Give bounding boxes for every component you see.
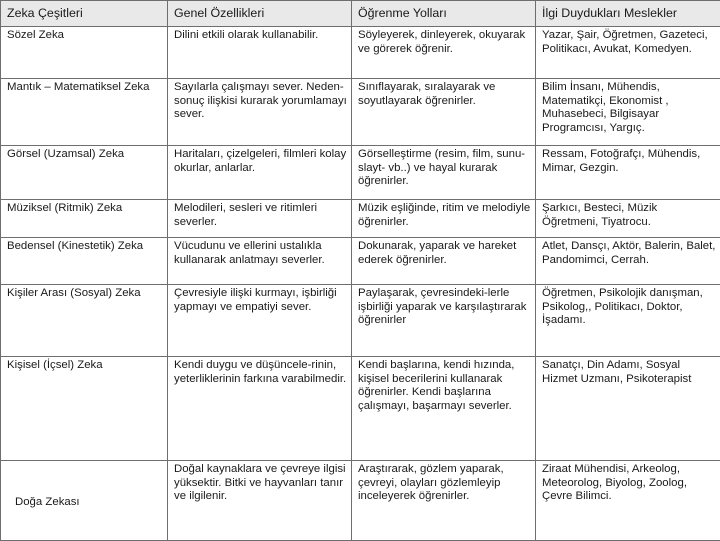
table-row [1,285,720,357]
header-row [1,1,720,27]
cell-learning: Dokunarak, yaparak ve hareket ederek öğrenirler. [352,238,536,285]
table-row [1,27,720,79]
cell-features: Melodileri, sesleri ve ritimleri severler. [168,200,352,238]
cell-features: Sayılarla çalışmayı sever. Neden-sonuç ilişkisi kurarak yorumlamayı sever. [168,79,352,146]
header-features: Genel Özellikleri [168,1,352,27]
cell-type: Bedensel (Kinestetik) Zeka [1,238,168,285]
cell-careers: Öğretmen, Psikolojik danışman, Psikolog,, Politikacı, Doktor, İşadamı. [536,285,720,357]
table-row [1,79,720,146]
cell-careers: Şarkıcı, Besteci, Müzik Öğretmeni, Tiyatrocu. [536,200,720,238]
cell-learning: Araştırarak, gözlem yaparak, çevreyi, olayları gözlemleyip inceleyerek öğrenirler. [352,461,536,541]
cell-features: Kendi duygu ve düşüncele-rinin, yeterliklerinin farkına varabilmedir. [168,357,352,461]
cell-careers: Bilim İnsanı, Mühendis, Matematikçi, Ekonomist , Muhasebeci, Bilgisayar Programcısı, Yargıç. [536,79,720,146]
table-row [1,357,720,461]
cell-careers: Ressam, Fotoğrafçı, Mühendis, Mimar, Gezgin. [536,146,720,200]
cell-type: Kişiler Arası (Sosyal) Zeka [1,285,168,357]
cell-learning: Sınıflayarak, sıralayarak ve soyutlayarak öğrenirler. [352,79,536,146]
cell-features: Vücudunu ve ellerini ustalıkla kullanarak anlatmayı severler. [168,238,352,285]
cell-type: Kişisel (İçsel) Zeka [1,357,168,461]
table-row [1,146,720,200]
cell-learning: Söyleyerek, dinleyerek, okuyarak ve görerek öğrenir. [352,27,536,79]
cell-features: Çevresiyle ilişki kurmayı, işbirliği yapmayı ve empatiyi sever. [168,285,352,357]
cell-careers: Atlet, Dansçı, Aktör, Balerin, Balet, Pandomimci, Cerrah. [536,238,720,285]
cell-careers: Ziraat Mühendisi, Arkeolog, Meteorolog, Biyolog, Zoolog, Çevre Bilimci. [536,461,720,541]
cell-careers: Sanatçı, Din Adamı, Sosyal Hizmet Uzmanı, Psikoterapist [536,357,720,461]
cell-type: Doğa Zekası [1,461,168,541]
cell-learning: Müzik eşliğinde, ritim ve melodiyle öğrenirler. [352,200,536,238]
header-types: Zeka Çeşitleri [1,1,168,27]
cell-features: Haritaları, çizelgeleri, filmleri kolay okurlar, anlarlar. [168,146,352,200]
cell-features: Doğal kaynaklara ve çevreye ilgisi yüksektir. Bitki ve hayvanları tanır ve ilgilenir. [168,461,352,541]
cell-learning: Görselleştirme (resim, film, sunu-slayt- vb..) ve hayal kurarak öğrenirler. [352,146,536,200]
cell-type: Müziksel (Ritmik) Zeka [1,200,168,238]
table-row [1,238,720,285]
header-learning: Öğrenme Yolları [352,1,536,27]
cell-type: Görsel (Uzamsal) Zeka [1,146,168,200]
header-careers: İlgi Duydukları Meslekler [536,1,720,27]
table-row [1,200,720,238]
cell-learning: Kendi başlarına, kendi hızında, kişisel becerilerini kullanarak öğrenirler. Kendi başlarına çalışmayı, başarmayı severler. [352,357,536,461]
table-row [1,461,720,541]
cell-learning: Paylaşarak, çevresindeki-lerle işbirliği yaparak ve karşılaştırarak öğrenirler [352,285,536,357]
cell-features: Dilini etkili olarak kullanabilir. [168,27,352,79]
cell-type: Mantık – Matematiksel Zeka [1,79,168,146]
cell-careers: Yazar, Şair, Öğretmen, Gazeteci, Politikacı, Avukat, Komedyen. [536,27,720,79]
cell-type: Sözel Zeka [1,27,168,79]
